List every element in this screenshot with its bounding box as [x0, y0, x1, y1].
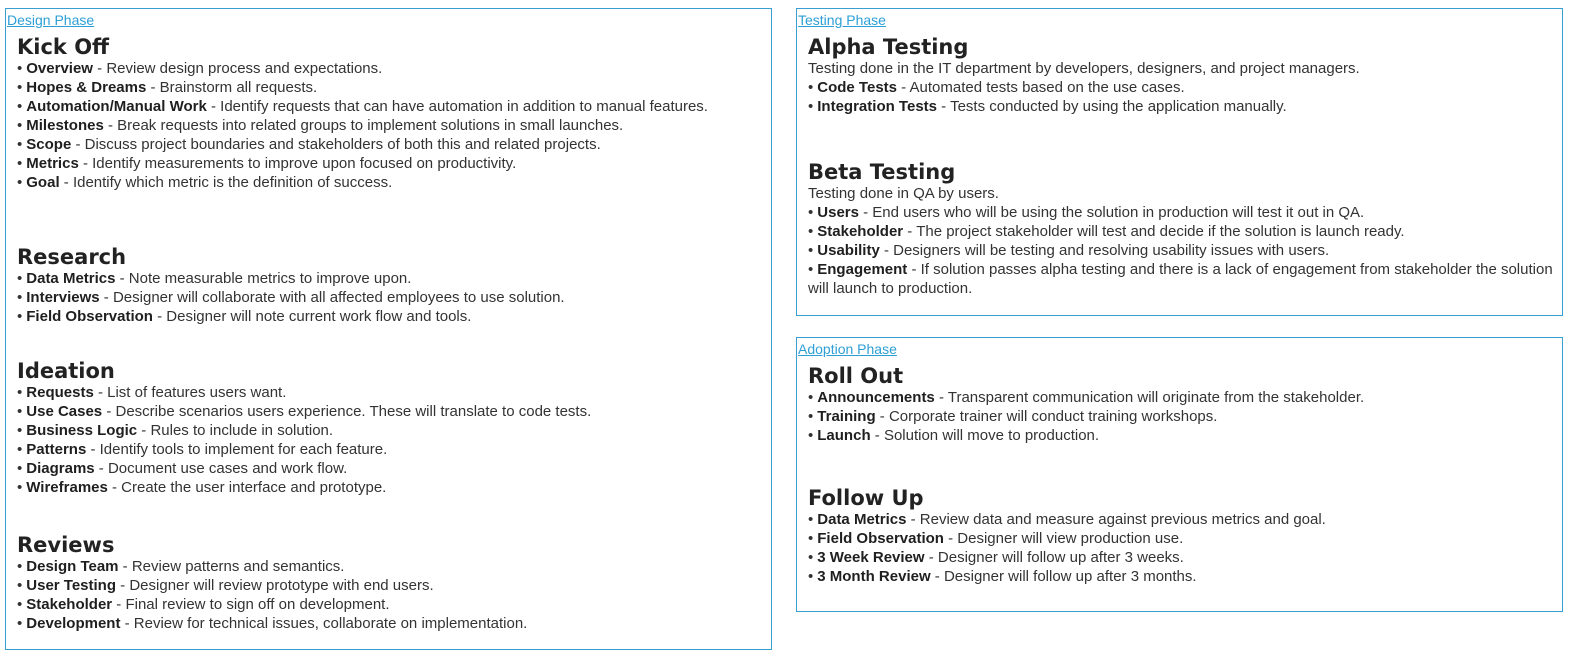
- item-term: Stakeholder: [817, 223, 904, 240]
- list-item: [17, 402, 763, 421]
- design-phase-link[interactable]: Design Phase: [7, 12, 95, 28]
- item-term: Engagement: [817, 261, 908, 278]
- bullet-icon: •: [17, 615, 23, 632]
- item-term: Business Logic: [26, 422, 138, 439]
- list-item: [17, 576, 763, 595]
- item-term: Launch: [817, 427, 871, 444]
- beta-testing-title: Beta Testing: [808, 160, 956, 184]
- item-term: Users: [817, 204, 859, 221]
- list-item: [808, 203, 1554, 222]
- item-description: - Review data and measure against previous metrics and goal.: [906, 511, 1326, 528]
- item-description: - Automated tests based on the use cases.: [897, 79, 1185, 96]
- bullet-icon: •: [808, 204, 814, 221]
- ideation-section: [17, 359, 763, 497]
- bullet-icon: •: [17, 308, 23, 325]
- item-description: - Review design process and expectations.: [92, 60, 383, 77]
- item-description: - If solution passes alpha testing and there is a lack of engagement from stakeholder the solution will launch to production.: [808, 261, 1553, 297]
- bullet-icon: •: [808, 98, 814, 115]
- item-description: - Rules to include in solution.: [137, 422, 334, 439]
- list-item: [17, 614, 763, 633]
- item-description: - Brainstorm all requests.: [146, 79, 318, 96]
- item-description: - Designer will note current work flow and tools.: [152, 308, 472, 325]
- item-description: - The project stakeholder will test and decide if the solution is launch ready.: [903, 223, 1405, 240]
- list-item: [808, 97, 1554, 116]
- item-term: Interviews: [26, 289, 100, 306]
- item-term: Scope: [26, 136, 72, 153]
- followup-list: [808, 510, 1554, 586]
- bullet-icon: •: [17, 422, 23, 439]
- bullet-icon: •: [17, 596, 23, 613]
- rollout-list: [808, 388, 1554, 445]
- item-term: Announcements: [817, 389, 935, 406]
- item-term: Automation/Manual Work: [26, 98, 207, 115]
- item-description: - List of features users want.: [93, 384, 287, 401]
- research-list: [17, 269, 763, 326]
- list-item: [808, 407, 1554, 426]
- item-description: - Designer will view production use.: [943, 530, 1184, 547]
- item-description: - Identify requests that can have automation in addition to manual features.: [206, 98, 708, 115]
- list-item: [808, 529, 1554, 548]
- bullet-icon: •: [17, 577, 23, 594]
- bullet-icon: •: [17, 136, 23, 153]
- item-description: - Corporate trainer will conduct training workshops.: [875, 408, 1218, 425]
- testing-phase-panel: [796, 8, 1563, 316]
- list-item: [808, 548, 1554, 567]
- item-description: - Note measurable metrics to improve upon.: [115, 270, 412, 287]
- bullet-icon: •: [808, 389, 814, 406]
- bullet-icon: •: [808, 530, 814, 547]
- bullet-icon: •: [17, 384, 23, 401]
- bullet-icon: •: [17, 479, 23, 496]
- list-item: [17, 478, 763, 497]
- bullet-icon: •: [808, 242, 814, 259]
- list-item: [17, 421, 763, 440]
- list-item: [17, 116, 763, 135]
- item-description: - Tests conducted by using the application manually.: [937, 98, 1287, 115]
- list-item: [17, 78, 763, 97]
- list-item: [808, 567, 1554, 586]
- bullet-icon: •: [17, 403, 23, 420]
- adoption-phase-link[interactable]: Adoption Phase: [798, 341, 897, 357]
- item-term: Use Cases: [26, 403, 103, 420]
- beta-testing-section: [808, 160, 1554, 298]
- item-description: - Review for technical issues, collaborate on implementation.: [120, 615, 528, 632]
- bullet-icon: •: [17, 155, 23, 172]
- reviews-section: [17, 533, 763, 633]
- item-term: Usability: [817, 242, 880, 259]
- item-term: Hopes & Dreams: [26, 79, 147, 96]
- beta-testing-list: [808, 203, 1554, 298]
- list-item: [17, 97, 763, 116]
- item-term: 3 Month Review: [817, 568, 931, 585]
- bullet-icon: •: [808, 549, 814, 566]
- ideation-list: [17, 383, 763, 497]
- bullet-icon: •: [17, 460, 23, 477]
- list-item: [808, 260, 1554, 298]
- bullet-icon: •: [17, 174, 23, 191]
- beta-testing-description: Testing done in QA by users.: [808, 185, 999, 202]
- item-description: - Final review to sign off on development.: [112, 596, 390, 613]
- bullet-icon: •: [17, 558, 23, 575]
- bullet-icon: •: [808, 511, 814, 528]
- item-term: Design Team: [26, 558, 119, 575]
- item-description: - Break requests into related groups to implement solutions in small launches.: [103, 117, 624, 134]
- bullet-icon: •: [17, 270, 23, 287]
- list-item: [808, 78, 1554, 97]
- item-description: - Designers will be testing and resolving usability issues with users.: [879, 242, 1330, 259]
- item-term: Field Observation: [817, 530, 944, 547]
- list-item: [17, 288, 763, 307]
- bullet-icon: •: [808, 223, 814, 240]
- item-term: Overview: [26, 60, 93, 77]
- list-item: [17, 459, 763, 478]
- item-description: - Solution will move to production.: [870, 427, 1100, 444]
- item-description: - Discuss project boundaries and stakeholders of both this and related projects.: [71, 136, 601, 153]
- testing-phase-link[interactable]: Testing Phase: [798, 12, 886, 28]
- bullet-icon: •: [17, 79, 23, 96]
- list-item: [17, 173, 763, 192]
- research-title: Research: [17, 245, 127, 269]
- item-term: Patterns: [26, 441, 87, 458]
- list-item: [17, 383, 763, 402]
- alpha-testing-section: [808, 35, 1554, 116]
- ideation-title: Ideation: [17, 359, 115, 383]
- list-item: [17, 269, 763, 288]
- adoption-phase-panel: [796, 337, 1563, 612]
- item-term: Wireframes: [26, 479, 108, 496]
- list-item: [17, 557, 763, 576]
- rollout-title: Roll Out: [808, 364, 904, 388]
- item-term: Field Observation: [26, 308, 153, 325]
- list-item: [17, 307, 763, 326]
- item-description: - Identify which metric is the definition of success.: [59, 174, 393, 191]
- rollout-section: [808, 364, 1554, 445]
- list-item: [808, 388, 1554, 407]
- item-description: - Designer will review prototype with end users.: [116, 577, 434, 594]
- alpha-testing-description: Testing done in the IT department by developers, designers, and project managers.: [808, 60, 1360, 77]
- list-item: [17, 440, 763, 459]
- item-term: Data Metrics: [817, 511, 907, 528]
- item-term: Milestones: [26, 117, 104, 134]
- list-item: [808, 426, 1554, 445]
- kickoff-title: Kick Off: [17, 35, 110, 59]
- bullet-icon: •: [808, 427, 814, 444]
- item-description: - Identify measurements to improve upon focused on productivity.: [78, 155, 517, 172]
- bullet-icon: •: [17, 98, 23, 115]
- list-item: [808, 241, 1554, 260]
- item-description: - Designer will follow up after 3 months.: [930, 568, 1197, 585]
- item-term: Stakeholder: [26, 596, 113, 613]
- item-description: - Designer will collaborate with all affected employees to use solution.: [99, 289, 565, 306]
- list-item: [17, 59, 763, 78]
- list-item: [808, 510, 1554, 529]
- bullet-icon: •: [808, 408, 814, 425]
- item-term: Diagrams: [26, 460, 95, 477]
- research-section: [17, 245, 763, 326]
- item-term: Goal: [26, 174, 60, 191]
- list-item: [17, 135, 763, 154]
- design-phase-panel: [5, 8, 772, 650]
- list-item: [17, 595, 763, 614]
- item-description: - Transparent communication will originate from the stakeholder.: [934, 389, 1365, 406]
- item-description: - Describe scenarios users experience. These will translate to code tests.: [102, 403, 592, 420]
- item-term: Requests: [26, 384, 94, 401]
- item-term: User Testing: [26, 577, 117, 594]
- bullet-icon: •: [17, 289, 23, 306]
- bullet-icon: •: [808, 261, 814, 278]
- item-term: Integration Tests: [817, 98, 938, 115]
- item-term: Metrics: [26, 155, 79, 172]
- reviews-title: Reviews: [17, 533, 115, 557]
- item-term: Training: [817, 408, 876, 425]
- list-item: [17, 154, 763, 173]
- item-description: - Identify tools to implement for each feature.: [86, 441, 388, 458]
- item-term: Code Tests: [817, 79, 898, 96]
- item-description: - Review patterns and semantics.: [118, 558, 345, 575]
- item-description: - End users who will be using the solution in production will test it out in QA.: [858, 204, 1365, 221]
- item-description: - Create the user interface and prototype.: [107, 479, 387, 496]
- item-term: Development: [26, 615, 121, 632]
- item-description: - Document use cases and work flow.: [94, 460, 348, 477]
- bullet-icon: •: [808, 568, 814, 585]
- bullet-icon: •: [808, 79, 814, 96]
- item-description: - Designer will follow up after 3 weeks.: [924, 549, 1184, 566]
- kickoff-list: [17, 59, 763, 192]
- followup-section: [808, 486, 1554, 586]
- bullet-icon: •: [17, 117, 23, 134]
- list-item: [808, 222, 1554, 241]
- reviews-list: [17, 557, 763, 633]
- item-term: 3 Week Review: [817, 549, 925, 566]
- bullet-icon: •: [17, 60, 23, 77]
- item-term: Data Metrics: [26, 270, 116, 287]
- kickoff-section: [17, 35, 763, 192]
- followup-title: Follow Up: [808, 486, 924, 510]
- alpha-testing-list: [808, 78, 1554, 116]
- alpha-testing-title: Alpha Testing: [808, 35, 969, 59]
- bullet-icon: •: [17, 441, 23, 458]
